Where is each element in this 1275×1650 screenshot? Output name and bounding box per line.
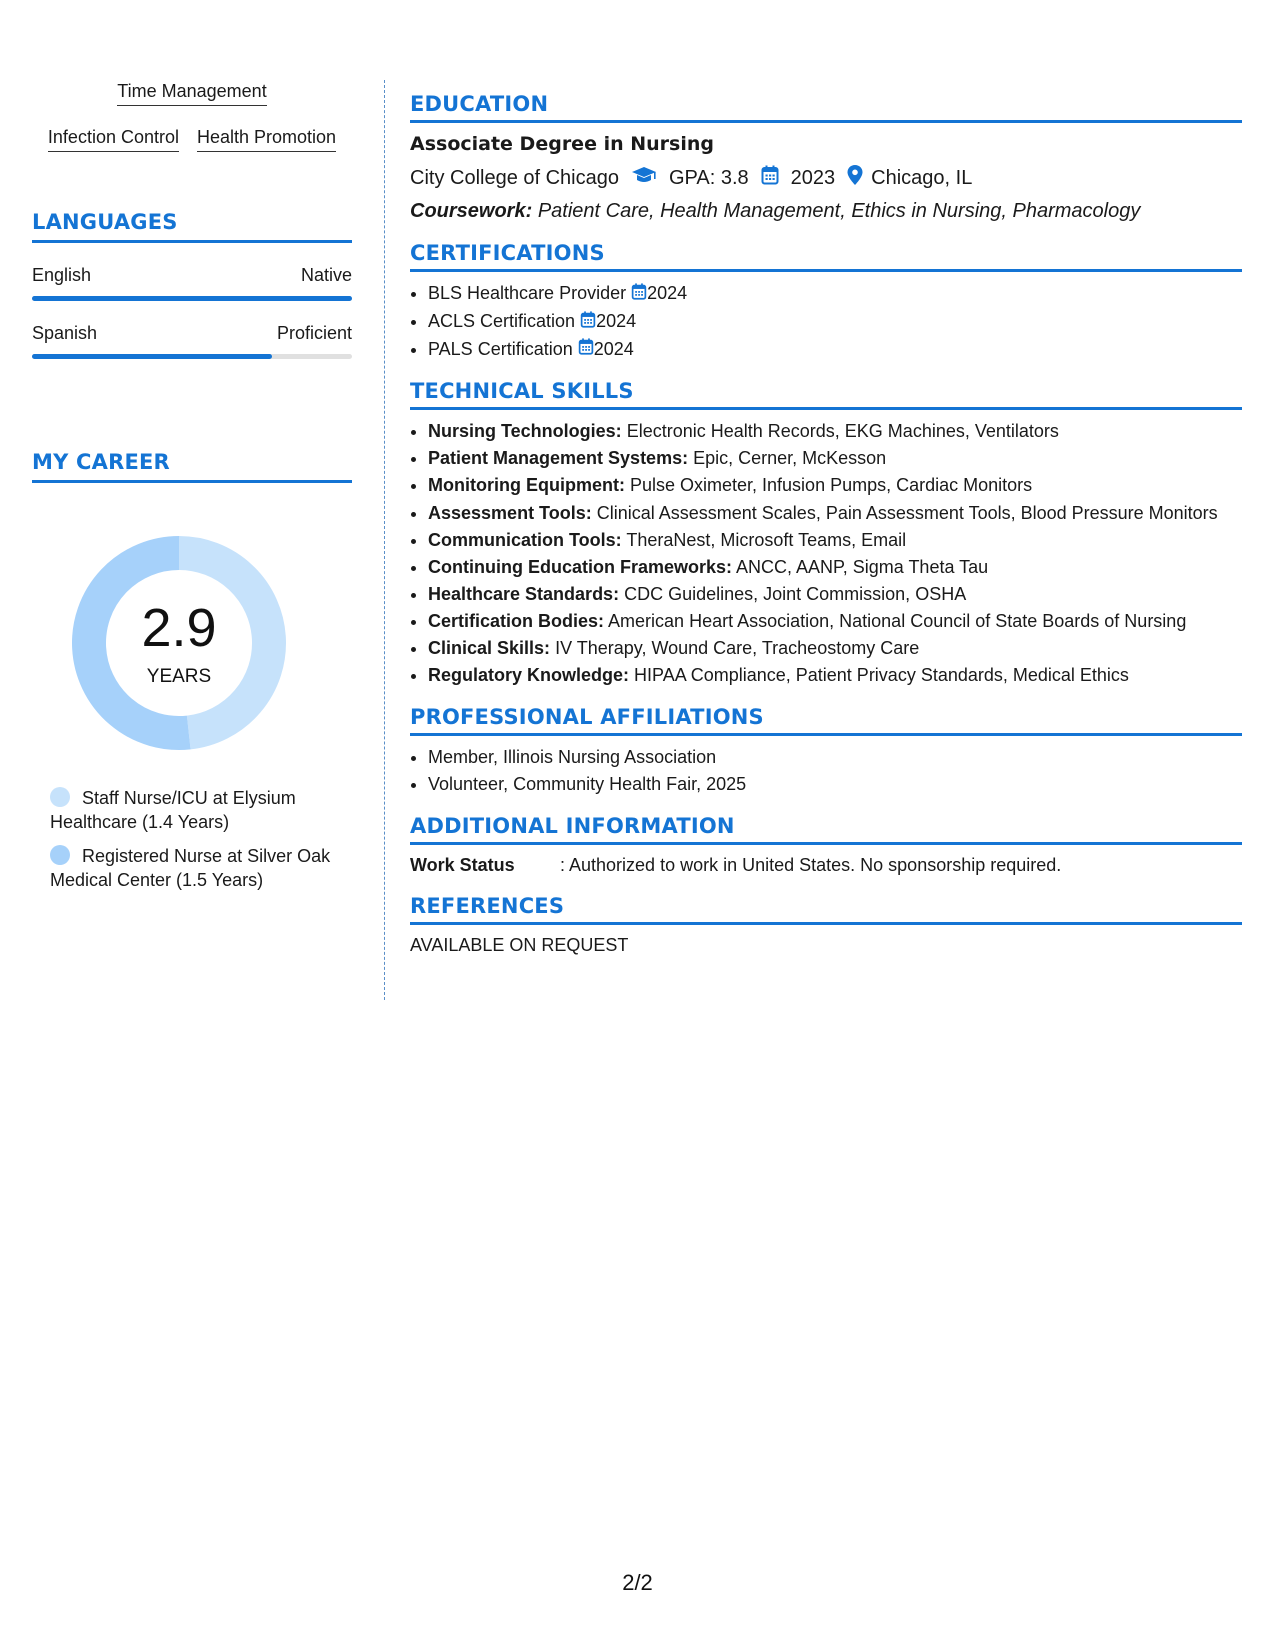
references-text: AVAILABLE ON REQUEST — [410, 935, 629, 956]
calendar-icon — [578, 336, 594, 363]
technical-skill-item — [428, 554, 1242, 581]
skills-row-1 — [32, 80, 352, 106]
location-pin-icon — [847, 165, 863, 191]
skill-category: Regulatory Knowledge: — [428, 665, 630, 686]
skill-values: American Heart Association, National Council of State Boards of Nursing — [608, 611, 1187, 632]
column-divider — [384, 80, 385, 1000]
language-bar-fill — [32, 354, 272, 359]
certifications-list — [410, 280, 1242, 363]
legend-dot — [50, 845, 70, 865]
skill-category: Nursing Technologies: — [428, 421, 622, 442]
affiliation-item: • Volunteer, Community Health Fair, 2025 — [428, 771, 1242, 798]
language-bar — [32, 354, 352, 359]
coursework — [410, 200, 1242, 223]
references-heading: REFERENCES — [410, 894, 1242, 925]
certification-item — [428, 308, 1242, 336]
calendar-icon — [761, 165, 779, 191]
career-total-value: 2.9 — [141, 598, 217, 658]
right-column — [410, 92, 1242, 970]
language-item — [32, 323, 352, 359]
certification-year: 2024 — [647, 283, 688, 303]
coursework-list: Patient Care, Health Management, Ethics in Nursing, Pharmacology — [537, 200, 1141, 222]
skill-values: TheraNest, Microsoft Teams, Email — [626, 530, 907, 551]
page-number: 2/2 — [622, 1570, 653, 1595]
education-heading: EDUCATION — [410, 92, 1242, 123]
skill-values: Electronic Health Records, EKG Machines, Ventilators — [626, 421, 1059, 442]
degree-title: Associate Degree in Nursing — [410, 133, 714, 155]
affiliations-list — [410, 744, 1242, 798]
skill-values: Pulse Oximeter, Infusion Pumps, Cardiac Monitors — [629, 475, 1033, 496]
technical-skill-item — [428, 418, 1242, 445]
skill-category: Communication Tools: — [428, 530, 622, 551]
career-legend — [50, 786, 340, 902]
career-legend-item — [50, 786, 340, 834]
education-section — [410, 92, 1242, 223]
language-name: Spanish — [32, 323, 98, 343]
career-total-unit: YEARS — [146, 666, 212, 687]
technical-skill-item — [428, 635, 1242, 662]
certification-name: ACLS Certification — [428, 310, 576, 331]
career-legend-label: Staff Nurse/ICU at Elysium Healthcare (1.4 Years) — [50, 788, 296, 832]
career-heading: MY CAREER — [32, 450, 352, 483]
skill-tag: Infection Control — [48, 126, 179, 152]
skill-category: Continuing Education Frameworks: — [428, 557, 733, 578]
skill-category: Monitoring Equipment: — [428, 475, 625, 496]
legend-dot — [50, 787, 70, 807]
skill-values: CDC Guidelines, Joint Commission, OSHA — [624, 584, 967, 605]
skills-row-2 — [32, 126, 352, 152]
skill-values: Epic, Cerner, McKesson — [693, 448, 887, 469]
language-level: Native — [300, 265, 352, 285]
language-name: English — [32, 265, 92, 285]
affiliation-item: • Member, Illinois Nursing Association — [428, 744, 1242, 771]
technical-skill-item — [428, 608, 1242, 635]
technical-skill-item — [428, 499, 1242, 527]
calendar-icon — [580, 309, 596, 336]
coursework-label: Coursework: — [410, 200, 533, 222]
skill-values: Clinical Assessment Scales, Pain Assessment Tools, Blood Pressure Monitors — [596, 503, 1218, 524]
language-bar — [32, 296, 352, 301]
career-donut-chart — [66, 530, 292, 756]
languages-section — [32, 210, 352, 359]
certification-item — [428, 336, 1242, 364]
education-meta — [410, 165, 1242, 191]
skill-values: HIPAA Compliance, Patient Privacy Standards, Medical Ethics — [634, 665, 1129, 686]
certification-item — [428, 280, 1242, 308]
school-name: City College of Chicago — [410, 166, 619, 189]
school-location: Chicago, IL — [871, 166, 973, 189]
work-status-value: : Authorized to work in United States. No sponsorship required. — [560, 855, 1062, 876]
skill-values: IV Therapy, Wound Care, Tracheostomy Care — [555, 638, 920, 659]
work-status-row — [410, 855, 1242, 876]
skill-category: Assessment Tools: — [428, 503, 592, 524]
skill-category: Healthcare Standards: — [428, 584, 620, 605]
career-legend-item — [50, 844, 340, 892]
left-column — [32, 80, 352, 890]
certification-year: 2024 — [596, 310, 637, 331]
additional-info-heading: ADDITIONAL INFORMATION — [410, 814, 1242, 845]
career-legend-label: Registered Nurse at Silver Oak Medical Center (1.5 Years) — [50, 846, 331, 890]
work-status-label: Work Status — [410, 855, 515, 876]
skill-tag: Health Promotion — [197, 126, 336, 152]
technical-skills-heading: TECHNICAL SKILLS — [410, 379, 1242, 410]
skill-category: Certification Bodies: — [428, 611, 605, 632]
technical-skill-item — [428, 581, 1242, 608]
certifications-heading: CERTIFICATIONS — [410, 241, 1242, 272]
certifications-section — [410, 241, 1242, 363]
technical-skills-section — [410, 379, 1242, 689]
graduation-year: 2023 — [790, 166, 836, 189]
skill-tag: Time Management — [117, 80, 266, 106]
technical-skill-item — [428, 527, 1242, 554]
calendar-icon — [631, 281, 647, 308]
language-bar-fill — [32, 296, 352, 301]
additional-info-section — [410, 814, 1242, 876]
career-section — [32, 450, 352, 890]
technical-skill-item — [428, 662, 1242, 689]
skill-category: Patient Management Systems: — [428, 448, 689, 469]
technical-skills-list — [410, 418, 1242, 689]
technical-skill-item — [428, 472, 1242, 499]
references-section — [410, 894, 1242, 956]
affiliations-heading: PROFESSIONAL AFFILIATIONS — [410, 705, 1242, 736]
language-item — [32, 265, 352, 301]
certification-year: 2024 — [593, 338, 634, 359]
graduation-cap-icon — [631, 165, 657, 191]
skill-values: ANCC, AANP, Sigma Theta Tau — [736, 557, 989, 578]
gpa: GPA: 3.8 — [669, 166, 749, 189]
certification-name: BLS Healthcare Provider — [428, 283, 627, 303]
technical-skill-item — [428, 445, 1242, 472]
language-level: Proficient — [276, 323, 352, 343]
languages-heading: LANGUAGES — [32, 210, 352, 243]
certification-name: PALS Certification — [428, 338, 573, 359]
affiliations-section — [410, 705, 1242, 798]
skill-category: Clinical Skills: — [428, 638, 551, 659]
